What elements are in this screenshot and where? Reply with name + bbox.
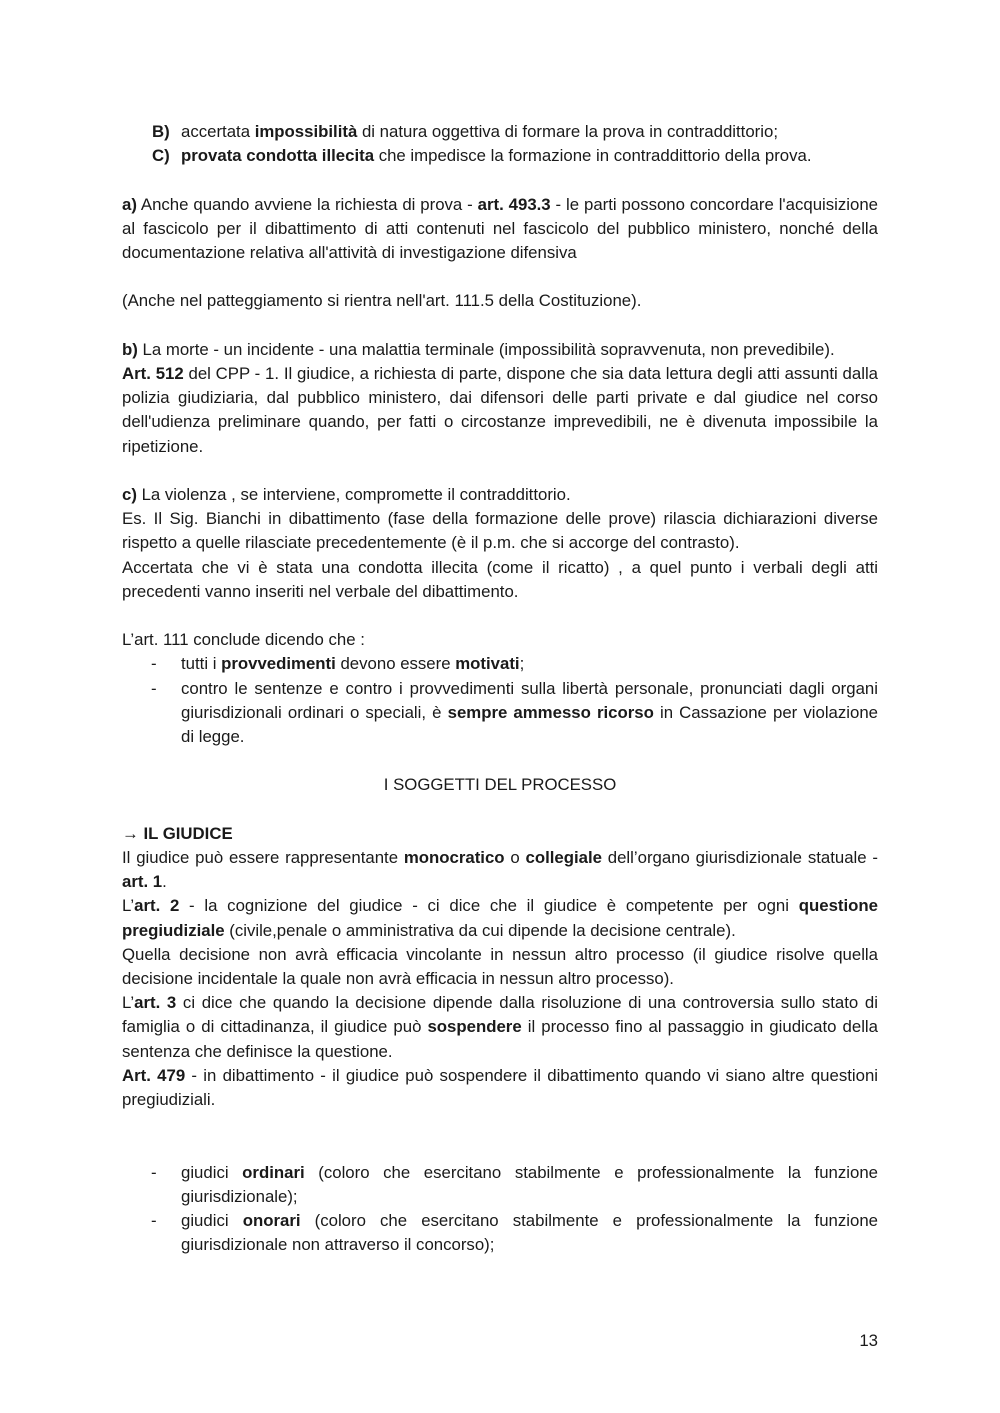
page-number: 13 [859,1331,878,1350]
lettered-list [122,120,878,168]
dash-marker: - [151,678,157,698]
paragraph-art-2: L’art. 2 - la cognizione del giudice - ci dice che il giudice è competente per ogni questione pregiudiziale (civile,penale o amministrativa da cui dipende la decisione centrale). [122,896,878,940]
list-item: B) accertata impossibilità di natura oggettiva di formare la prova in contraddittorio; [122,120,878,144]
list-item: - contro le sentenze e contro i provvedimenti sulla libertà personale, pronunciati dagli organi giurisdizionali ordinari o speciali, è sempre ammesso ricorso in Cassazione per violazione di legge. [151,678,878,746]
paragraph-accertata: Accertata che vi è stata una condotta illecita (come il ricatto) , a quel punto i verbali degli atti precedenti vanno inseriti nel verbale del dibattimento. [122,557,878,601]
item-marker: B) [152,122,170,141]
dash-marker: - [151,654,157,674]
paragraph-a: a) Anche quando avviene la richiesta di prova - art. 493.3 - le parti possono concordare l'acquisizione al fascicolo per il dibattimento di atti contenuti nel fascicolo del pubblico ministero, nonché della documentazione relativa all'attività di investigazione difensiva [122,194,878,262]
list-item: - giudici onorari (coloro che esercitano stabilmente e professionalmente la funzione giurisdizionale non attraverso il concorso); [151,1211,878,1255]
paragraph-c: c) La violenza , se interviene, compromette il contraddittorio. [122,484,571,504]
giudice-heading: → IL GIUDICE [122,823,233,843]
item-marker: C) [152,146,170,166]
paragraph-art-3: L’art. 3 ci dice che quando la decisione dipende dalla risoluzione di una controversia sullo stato di famiglia o di cittadinanza, il giudice può sospendere il processo fino al passaggio in giudicato della sentenza che definisce la questione. [122,993,878,1061]
dash-marker: - [151,1211,157,1230]
dash-marker: - [151,1162,157,1182]
section-title: I SOGGETTI DEL PROCESSO [383,775,617,795]
paragraph-art-111: L’art. 111 conclude dicendo che : [122,630,365,650]
paragraph-art-479: Art. 479 - in dibattimento - il giudice può sospendere il dibattimento quando vi siano altre questioni pregiudiziali. [122,1065,879,1110]
art-111-list [122,652,878,749]
giudici-list [122,1161,878,1258]
paragraph-art-512: Art. 512 del CPP - 1. Il giudice, a richiesta di parte, dispone che sia data lettura degli atti assunti dalla polizia giudiziaria, dal pubblico ministero, dai difensori delle parti private e dal giudice nel corso dell'udienza preliminare quando, per fatti o circostanze imprevedibili, ne è divenuta impossibile la ripetizione. [122,363,879,456]
paragraph-decisione: Quella decisione non avrà efficacia vincolante in nessun altro processo (il giudice risolve quella decisione incidentale la quale non avrà efficacia in nessun altro processo). [122,944,878,988]
list-item: - giudici ordinari (coloro che esercitano stabilmente e professionalmente la funzione giurisdizionale); [151,1162,878,1206]
paragraph-b: b) La morte - un incidente - una malattia terminale (impossibilità sopravvenuta, non prevedibile). [122,339,835,359]
paragraph-patteggiamento: (Anche nel patteggiamento si rientra nell'art. 111.5 della Costituzione). [122,291,642,311]
document-page [122,120,878,1257]
list-item: - tutti i provvedimenti devono essere motivati; [122,652,878,676]
list-item: C) provata condotta illecita che impedisce la formazione in contraddittorio della prova. [122,144,878,168]
paragraph-example: Es. Il Sig. Bianchi in dibattimento (fase della formazione delle prove) rilascia dichiarazioni diverse rispetto a quelle rilasciate precedentemente (è il p.m. che si accorge del contrasto). [122,509,878,553]
paragraph-giudice: Il giudice può essere rappresentante monocratico o collegiale dell’organo giurisdizionale statuale - art. 1. [122,847,878,892]
